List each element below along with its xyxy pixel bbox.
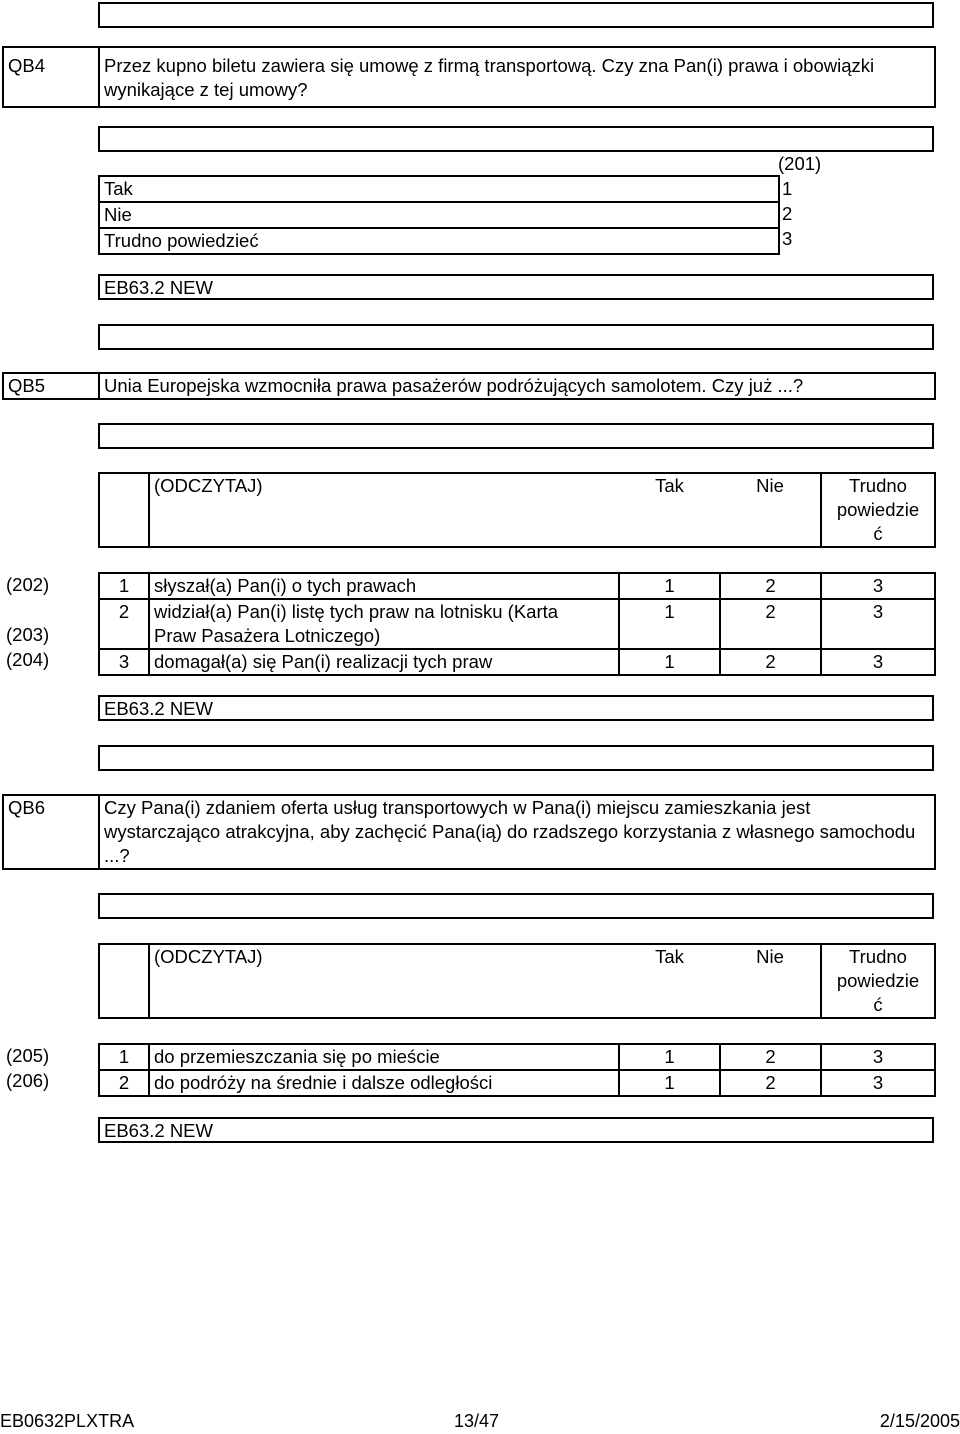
qb5-row3-c: 3 <box>821 649 935 675</box>
qb4-code-yes: 1 <box>782 178 793 199</box>
qb4-answer-table <box>98 175 780 255</box>
empty-box <box>98 324 934 350</box>
qb6-row2-c: 3 <box>821 1070 935 1096</box>
qb5-header-blank <box>99 473 149 547</box>
qb5-row2-c: 3 <box>821 599 935 649</box>
empty-box <box>98 423 934 449</box>
footer-date: 2/15/2005 <box>879 1411 960 1431</box>
qb5-row2-text-line2: Praw Pasażera Lotniczego) <box>154 625 381 646</box>
qb5-question-text: Unia Europejska wzmocniła prawa pasażerów podróżujących samolotem. Czy już ...? <box>99 373 935 399</box>
qb5-id: QB5 <box>3 373 99 399</box>
qb5-note <box>98 695 934 721</box>
qb5-row2-text-line1: widział(a) Pan(i) listę tych praw na lotnisku (Karta <box>154 601 559 622</box>
qb5-row1-a: 1 <box>619 573 720 599</box>
qb6-row1-code: (205) <box>6 1045 50 1066</box>
qb5-row1-c: 3 <box>821 573 935 599</box>
qb5-header-no: Nie <box>720 473 821 547</box>
empty-box <box>98 126 934 152</box>
qb6-header-dk <box>821 944 935 1018</box>
qb5-row3-code: (204) <box>6 649 50 670</box>
qb6-row1-c: 3 <box>821 1044 935 1070</box>
qb6-question-table <box>2 794 936 870</box>
qb5-row3-a: 1 <box>619 649 720 675</box>
qb5-header-instruction: (ODCZYTAJ) <box>149 473 619 547</box>
qb6-row2-code: (206) <box>6 1070 50 1091</box>
qb4-note <box>98 274 934 300</box>
qb6-row1-num: 1 <box>99 1044 149 1070</box>
qb6-header-yes: Tak <box>619 944 720 1018</box>
qb6-header-blank <box>99 944 149 1018</box>
qb6-id: QB6 <box>3 795 99 869</box>
qb5-header-dk <box>821 473 935 547</box>
qb5-row1-b: 2 <box>720 573 821 599</box>
qb4-variable-code: (201) <box>778 153 822 174</box>
qb4-question-table <box>2 46 936 108</box>
qb5-grid <box>98 472 936 676</box>
qb4-id: QB4 <box>3 47 99 107</box>
qb4-note-text: EB63.2 NEW <box>104 277 213 298</box>
qb6-note-text: EB63.2 NEW <box>104 1120 213 1141</box>
qb5-header-dk-line1: Trudno <box>849 475 907 496</box>
qb4-code-no: 2 <box>782 203 793 224</box>
qb5-row3-num: 3 <box>99 649 149 675</box>
qb4-code-dk: 3 <box>782 228 793 249</box>
qb6-header-dk-line1: Trudno <box>849 946 907 967</box>
qb5-row2-text <box>149 599 619 649</box>
qb6-grid <box>98 943 936 1097</box>
qb6-note <box>98 1117 934 1143</box>
qb5-header-dk-line3: ć <box>873 523 883 544</box>
qb4-option-no: Nie <box>99 202 779 228</box>
qb5-row3-b: 2 <box>720 649 821 675</box>
qb5-row1-num: 1 <box>99 573 149 599</box>
qb5-row1-code: (202) <box>6 574 50 595</box>
qb6-row1-text: do przemieszczania się po mieście <box>149 1044 619 1070</box>
qb5-question-table <box>2 372 936 400</box>
qb6-row1-b: 2 <box>720 1044 821 1070</box>
qb5-row3-text: domagał(a) się Pan(i) realizacji tych praw <box>149 649 619 675</box>
qb6-header-dk-line2: powiedzie <box>836 970 920 991</box>
qb6-row2-b: 2 <box>720 1070 821 1096</box>
footer-page-number: 13/47 <box>454 1411 500 1431</box>
empty-box <box>98 893 934 919</box>
qb6-row1-a: 1 <box>619 1044 720 1070</box>
qb4-option-dk: Trudno powiedzieć <box>99 228 779 254</box>
qb6-question-text: Czy Pana(i) zdaniem oferta usług transportowych w Pana(i) miejscu zamieszkania jest wystarczająco atrakcyjna, aby zachęcić Pana(ią) do rzadszego korzystania z własnego samochodu ...? <box>99 795 935 869</box>
qb5-row2-b: 2 <box>720 599 821 649</box>
qb6-row2-num: 2 <box>99 1070 149 1096</box>
qb6-header-dk-line3: ć <box>873 994 883 1015</box>
qb5-row2-num: 2 <box>99 599 149 649</box>
qb5-note-text: EB63.2 NEW <box>104 698 213 719</box>
qb5-row2-a: 1 <box>619 599 720 649</box>
qb5-row1-text: słyszał(a) Pan(i) o tych prawach <box>149 573 619 599</box>
qb5-row2-code: (203) <box>6 624 50 645</box>
qb4-question-text: Przez kupno biletu zawiera się umowę z firmą transportową. Czy zna Pan(i) prawa i obowiązki wynikające z tej umowy? <box>99 47 935 107</box>
qb4-option-yes: Tak <box>99 176 779 202</box>
qb5-header-yes: Tak <box>619 473 720 547</box>
qb6-row2-a: 1 <box>619 1070 720 1096</box>
footer-doc-id: EB0632PLXTRA <box>0 1411 135 1431</box>
empty-box <box>98 745 934 771</box>
empty-box <box>98 2 934 28</box>
qb5-header-dk-line2: powiedzie <box>836 499 920 520</box>
qb6-header-instruction: (ODCZYTAJ) <box>149 944 619 1018</box>
qb6-header-no: Nie <box>720 944 821 1018</box>
qb6-row2-text: do podróży na średnie i dalsze odległości <box>149 1070 619 1096</box>
